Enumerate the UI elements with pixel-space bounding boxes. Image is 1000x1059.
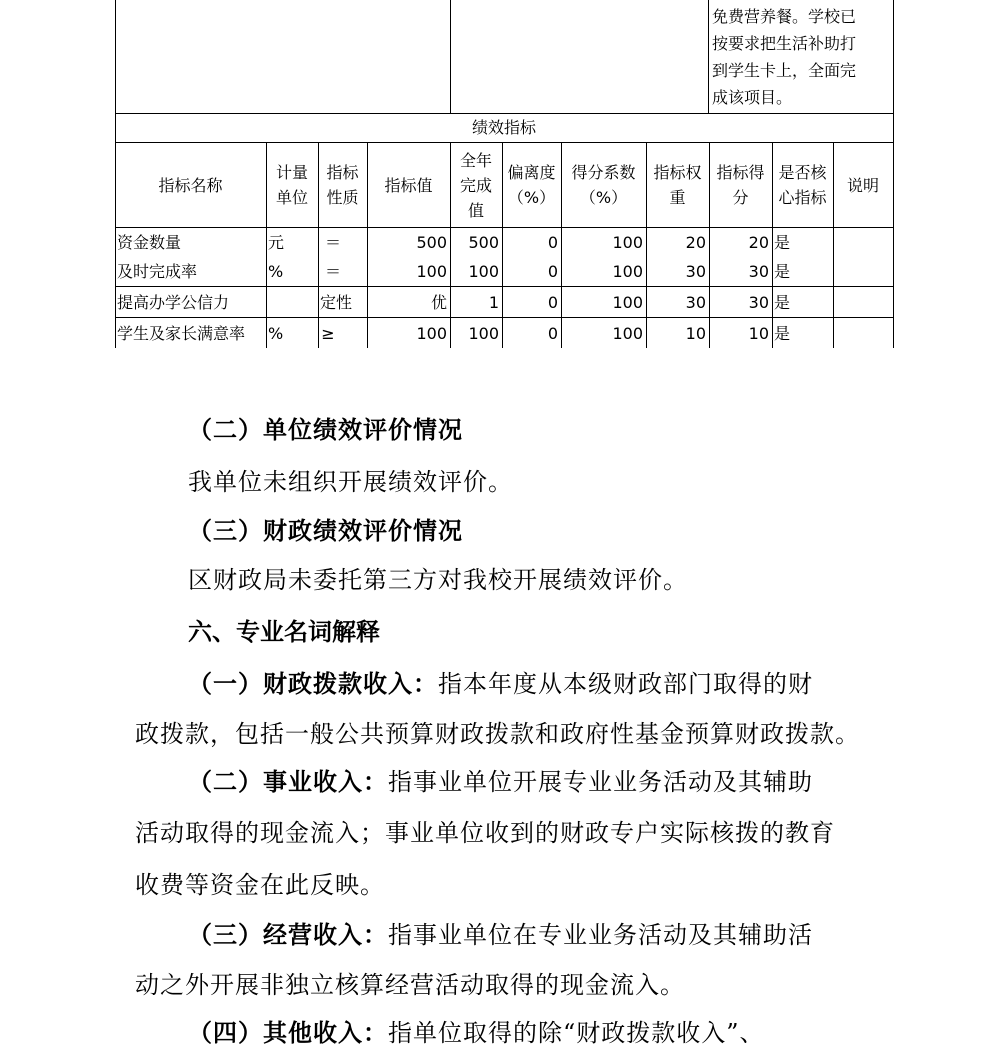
table-row-score: 10	[748, 323, 769, 343]
table-row-actual: 100	[468, 323, 499, 343]
table-row-name: 及时完成率	[117, 261, 198, 281]
section-title: 绩效指标	[471, 118, 536, 137]
term-1-label: （一）财政拨款收入：	[188, 669, 438, 698]
table-row-coef: 100	[612, 261, 643, 281]
table-row-name: 学生及家长满意率	[117, 323, 246, 343]
table-row-nature: ＝	[324, 261, 341, 281]
table-row-value: 100	[416, 261, 447, 281]
table-row-unit: %	[268, 323, 284, 343]
header-indicator-name: 指标名称	[158, 175, 223, 195]
header-score-coefficient: 得分系数 （%）	[571, 163, 636, 207]
table-row-weight: 10	[685, 323, 706, 343]
table-row-nature: ＝	[324, 232, 341, 252]
performance-table	[0, 0, 1000, 360]
term-3-label: （三）经营收入：	[188, 920, 388, 949]
description-line: 按要求把生活补助打	[712, 34, 857, 53]
table-row-unit: 元	[268, 232, 285, 252]
table-row-core: 是	[774, 261, 791, 281]
table-row-actual: 1	[488, 292, 499, 312]
header-actual: 全年 完成 值	[459, 150, 492, 220]
section-3-title: （三）财政绩效评价情况	[188, 516, 463, 545]
header-unit: 计量 单位	[275, 163, 308, 207]
term-4-line-1: （四）其他收入：指单位取得的除“财政拨款收入”、	[188, 1018, 765, 1047]
term-1-line-2: 政拨款，包括一般公共预算财政拨款和政府性基金预算财政拨款。	[135, 720, 860, 748]
table-row-deviation: 0	[547, 323, 558, 343]
term-2-line-3: 收费等资金在此反映。	[135, 871, 385, 899]
term-3-line-2: 动之外开展非独立核算经营活动取得的现金流入。	[135, 971, 685, 999]
table-row-score: 30	[748, 292, 769, 312]
term-3-line-1: （三）经营收入：指事业单位在专业业务活动及其辅助活	[188, 920, 813, 949]
header-core-indicator: 是否核 心指标	[778, 163, 827, 207]
table-row-value: 500	[416, 232, 447, 252]
description-line: 成该项目。	[712, 88, 793, 107]
table-row-actual: 500	[468, 232, 499, 252]
section-3-text: 区财政局未委托第三方对我校开展绩效评价。	[188, 566, 688, 594]
header-weight: 指标权 重	[653, 163, 702, 207]
table-row-weight: 30	[685, 292, 706, 312]
description-line: 到学生卡上，全面完	[712, 61, 857, 80]
table-row-core: 是	[774, 232, 791, 252]
table-row-weight: 20	[685, 232, 706, 252]
table-row-unit: %	[268, 261, 284, 281]
term-2-line-2: 活动取得的现金流入；事业单位收到的财政专户实际核拨的教育	[135, 819, 835, 847]
table-row-deviation: 0	[547, 292, 558, 312]
table-row-deviation: 0	[547, 232, 558, 252]
header-deviation: 偏离度 （%）	[507, 163, 556, 207]
table-row-core: 是	[774, 292, 791, 312]
project-description	[712, 3, 892, 111]
header-value: 指标值	[384, 175, 433, 195]
table-row-coef: 100	[612, 232, 643, 252]
table-row-coef: 100	[612, 323, 643, 343]
section-2-text: 我单位未组织开展绩效评价。	[188, 468, 513, 496]
term-2-line-1: （二）事业收入：指事业单位开展专业业务活动及其辅助	[188, 767, 813, 796]
table-row-score: 20	[748, 232, 769, 252]
table-row-score: 30	[748, 261, 769, 281]
term-1-line-1: （一）财政拨款收入：指本年度从本级财政部门取得的财	[188, 669, 813, 698]
description-line: 免费营养餐。学校已	[712, 7, 857, 26]
table-row-value: 优	[430, 292, 447, 312]
header-score: 指标得 分	[716, 163, 765, 207]
table-row-name: 资金数量	[117, 232, 182, 252]
table-row-actual: 100	[468, 261, 499, 281]
table-row-weight: 30	[685, 261, 706, 281]
term-4-label: （四）其他收入：	[188, 1018, 388, 1047]
table-row-value: 100	[416, 323, 447, 343]
table-row-nature: 定性	[320, 292, 353, 312]
header-nature: 指标 性质	[326, 163, 359, 207]
table-row-coef: 100	[612, 292, 643, 312]
table-row-core: 是	[774, 323, 791, 343]
term-2-label: （二）事业收入：	[188, 767, 388, 796]
section-2-title: （二）单位绩效评价情况	[188, 415, 463, 444]
table-row-nature: ≥	[321, 323, 335, 343]
table-row-unit	[266, 287, 318, 317]
table-row-name: 提高办学公信力	[117, 292, 230, 312]
table-row-deviation: 0	[547, 261, 558, 281]
section-6-heading: 六、专业名词解释	[188, 618, 380, 646]
header-note: 说明	[846, 175, 879, 195]
